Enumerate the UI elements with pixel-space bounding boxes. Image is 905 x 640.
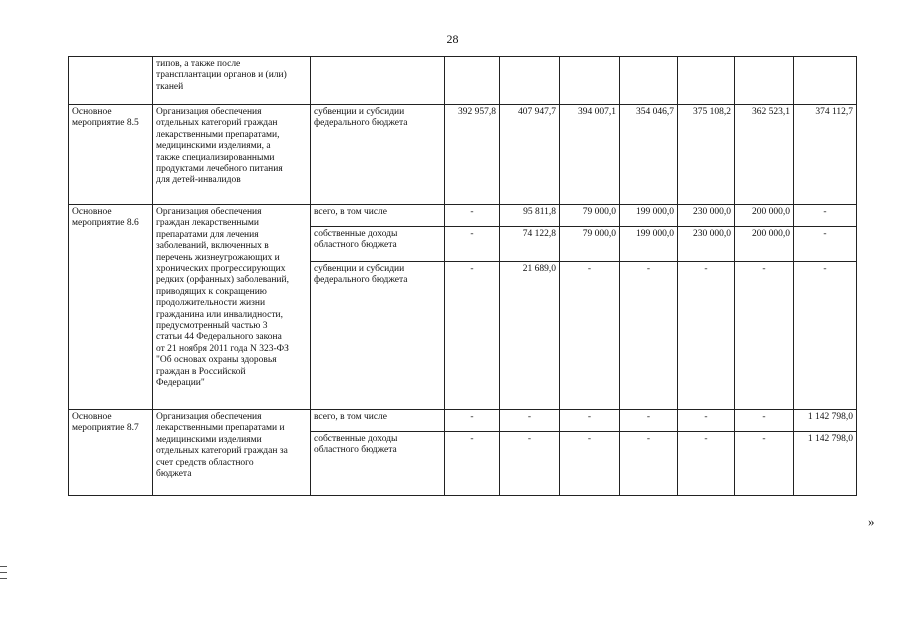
amount-cell: 21 689,0 [500,262,560,410]
amount-cell: 199 000,0 [620,205,678,227]
description-cell: Организация обеспечения граждан лекарственными препаратами для лечения заболеваний, включенных в перечень жизнеугрожающих и хронических прогрессирующих редких (орфанных) заболеваний, приводящих к сокращению продолжительности жизни гражданина или инвалидности, предусмотренный частью 3 статьи 44 Федерального закона от 21 ноября 2011 года N 323-ФЗ "Об основах охраны здоровья граждан в Российской Федерации" [153,205,311,410]
amount-cell: 375 108,2 [678,105,735,205]
empty-cell [560,57,620,105]
amount-cell: - [735,410,794,432]
amount-cell: 374 112,7 [794,105,857,205]
amount-cell: - [794,227,857,262]
amount-cell: - [678,262,735,410]
amount-cell: - [735,262,794,410]
event-label-cell: Основное мероприятие 8.6 [69,205,153,410]
empty-cell [794,57,857,105]
amount-cell: - [794,205,857,227]
amount-cell: 230 000,0 [678,205,735,227]
amount-cell: - [500,432,560,496]
funding-source-cell: собственные доходы областного бюджета [311,432,445,496]
budget-table [68,56,857,496]
amount-cell: - [445,410,500,432]
amount-cell: - [500,410,560,432]
table-row [69,57,857,105]
amount-cell: - [445,227,500,262]
empty-cell [735,57,794,105]
margin-mark [0,572,7,573]
funding-source-cell: всего, в том числе [311,410,445,432]
amount-cell: 1 142 798,0 [794,432,857,496]
amount-cell: - [620,432,678,496]
amount-cell: - [735,432,794,496]
event-label-cell [69,57,153,105]
margin-mark [0,578,7,579]
funding-source-cell: всего, в том числе [311,205,445,227]
event-label-cell: Основное мероприятие 8.7 [69,410,153,496]
amount-cell: - [620,262,678,410]
funding-source-cell: субвенции и субсидии федерального бюджета [311,105,445,205]
amount-cell: 407 947,7 [500,105,560,205]
description-cell: Организация обеспечения лекарственными препаратами и медицинскими изделиями отдельных категорий граждан за счет средств областного бюджета [153,410,311,496]
amount-cell: 79 000,0 [560,205,620,227]
margin-mark [0,566,7,567]
amount-cell: - [445,262,500,410]
table-row [69,105,857,205]
funding-source-cell: собственные доходы областного бюджета [311,227,445,262]
amount-cell: 1 142 798,0 [794,410,857,432]
amount-cell: 200 000,0 [735,227,794,262]
empty-cell [678,57,735,105]
amount-cell: - [560,432,620,496]
empty-cell [500,57,560,105]
description-cell: типов, а также после трансплантации органов и (или) тканей [153,57,311,105]
amount-cell: - [794,262,857,410]
amount-cell: 95 811,8 [500,205,560,227]
amount-cell: - [445,205,500,227]
amount-cell: - [560,262,620,410]
event-label-cell: Основное мероприятие 8.5 [69,105,153,205]
empty-cell [311,57,445,105]
amount-cell: 392 957,8 [445,105,500,205]
table-row [69,410,857,432]
amount-cell: 354 046,7 [620,105,678,205]
amount-cell: 362 523,1 [735,105,794,205]
funding-source-cell: субвенции и субсидии федерального бюджета [311,262,445,410]
continuation-mark: » [868,514,875,529]
amount-cell: - [678,432,735,496]
amount-cell: 79 000,0 [560,227,620,262]
empty-cell [620,57,678,105]
amount-cell: 199 000,0 [620,227,678,262]
amount-cell: - [678,410,735,432]
amount-cell: 74 122,8 [500,227,560,262]
amount-cell: 200 000,0 [735,205,794,227]
table-row [69,205,857,227]
amount-cell: 230 000,0 [678,227,735,262]
amount-cell: 394 007,1 [560,105,620,205]
empty-cell [445,57,500,105]
description-cell: Организация обеспечения отдельных категорий граждан лекарственными препаратами, медицинскими изделиями, а также специализированными продуктами лечебного питания для детей-инвалидов [153,105,311,205]
amount-cell: - [560,410,620,432]
amount-cell: - [620,410,678,432]
amount-cell: - [445,432,500,496]
page-number: 28 [446,32,459,46]
